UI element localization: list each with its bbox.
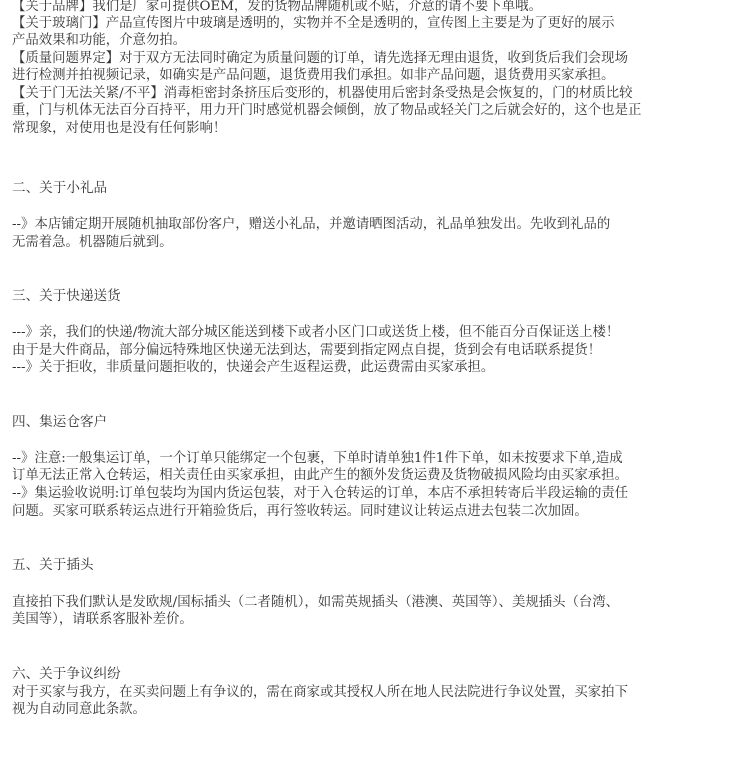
intro-line-glass-door: 【关于玻璃门】产品宣传图片中玻璃是透明的，实物并不全是透明的，宣传图上主要是为了更好的展示 bbox=[12, 16, 615, 31]
section-gifts-line-1: --》本店铺定期开展随机抽取部份客户，赠送小礼品，并邀请晒图活动，礼品单独发出。先收到礼品的 bbox=[12, 217, 611, 232]
section-consolidation-line-3: --》集运验收说明:订单包装均为国内货运包装，对于入仓转运的订单，本店不承担转寄后半段运输的责任 bbox=[12, 486, 629, 501]
section-delivery-line-3: ---》关于拒收，非质量问题拒收的，快递会产生返程运费，此运费需由买家承担。 bbox=[12, 360, 495, 375]
section-plug-line-2: 美国等），请联系客服补差价。 bbox=[12, 612, 193, 627]
section-dispute-line-2: 视为自动同意此条款。 bbox=[12, 702, 146, 717]
intro-line-door-cont: 重，门与机体无法百分百持平，用力开门时感觉机器会倾倒，放了物品或轻关门之后就会好的，这个也是正 bbox=[12, 103, 642, 118]
section-consolidation-line-4: 问题。买家可联系转运点进行开箱验货后，再行签收转运。同时建议让转运点进去包装二次加固。 bbox=[12, 504, 588, 519]
intro-line-brand: 【关于品牌】我们是厂家可提供OEM，发的货物品牌随机或不贴，介意的请不要下单哦。 bbox=[12, 0, 542, 14]
section-title-consolidation: 四、集运仓客户 bbox=[12, 414, 108, 430]
section-title-delivery: 三、关于快递送货 bbox=[12, 288, 121, 304]
section-title-plug: 五、关于插头 bbox=[12, 557, 94, 573]
section-plug-line-1: 直接拍下我们默认是发欧规/国标插头（二者随机），如需英规插头（港澳、英国等）、美规插头（台湾、 bbox=[12, 595, 620, 610]
intro-line-quality: 【质量问题界定】对于双方无法同时确定为质量问题的订单，请先选择无理由退货，收到货后我们会现场 bbox=[12, 51, 628, 66]
section-gifts-line-2: 无需着急。机器随后就到。 bbox=[12, 235, 173, 250]
section-delivery-line-2: 由于是大件商品，部分偏远特殊地区快递无法到达，需要到指定网点自提，货到会有电话联系提货！ bbox=[12, 343, 602, 358]
intro-line-glass-door-cont: 产品效果和功能，介意勿拍。 bbox=[12, 33, 187, 48]
section-title-dispute: 六、关于争议纠纷 bbox=[12, 666, 121, 682]
section-consolidation-line-1: --》注意:一般集运订单，一个订单只能绑定一个包裹，下单时请单独1件1件下单，如未按要求下单,造成 bbox=[12, 451, 623, 466]
intro-line-door-end: 常现象，对使用也是没有任何影响！ bbox=[12, 121, 227, 136]
section-dispute-line-1: 对于买家与我方，在买卖问题上有争议的，需在商家或其授权人所在地人民法院进行争议处置，买家拍下 bbox=[12, 685, 628, 700]
intro-line-quality-cont: 进行检测并拍视频记录，如确实是产品问题，退货费用我们承担。如非产品问题，退货费用买家承担。 bbox=[12, 68, 615, 83]
section-title-gifts: 二、关于小礼品 bbox=[12, 180, 108, 196]
section-delivery-line-1: ---》亲，我们的快递/物流大部分城区能送到楼下或者小区门口或送货上楼，但不能百分百保证送上楼！ bbox=[12, 325, 620, 340]
intro-line-door: 【关于门无法关紧/不平】消毒柜密封条挤压后变形的，机器使用后密封条受热是会恢复的，门的材质比较 bbox=[12, 86, 633, 101]
section-consolidation-line-2: 订单无法正常入仓转运，相关责任由买家承担，由此产生的额外发货运费及货物破损风险均由买家承担。 bbox=[12, 468, 628, 483]
